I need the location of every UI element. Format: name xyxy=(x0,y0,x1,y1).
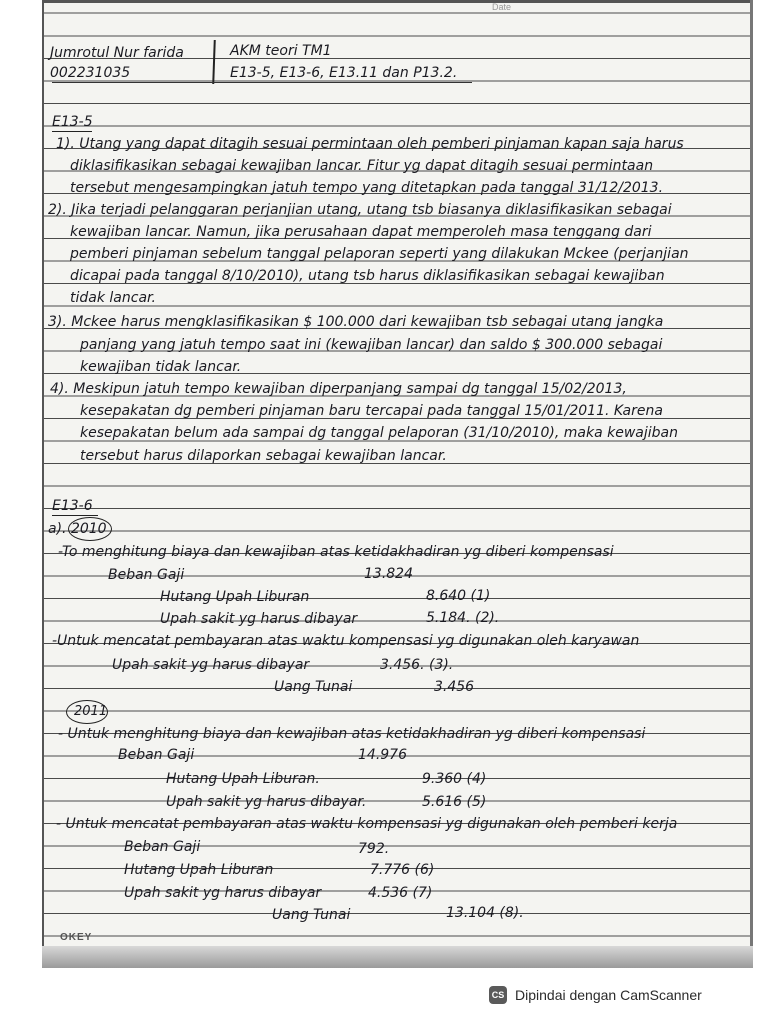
y2011-uang-tunai-label: Uang Tunai xyxy=(272,907,351,923)
year-2010-label: a). 2010 xyxy=(48,521,107,537)
y2011-beban-gaji2-value: 792. xyxy=(358,841,390,857)
y2011-hutang-upah2-label: Hutang Upah Liburan xyxy=(124,862,274,878)
year-2011-label: 2011 xyxy=(74,704,108,719)
y2011-beban-gaji-value: 14.976 xyxy=(358,747,407,763)
e13-5-line-4: 2). Jika terjadi pelanggaran perjanjian utang, utang tsb biasanya diklasifikasikan sebagai xyxy=(48,202,672,218)
y2010-upah-sakit-value: 5.184. (2). xyxy=(426,610,500,626)
y2010-beban-gaji-value: 13.824 xyxy=(364,566,413,582)
page-edge-bottom xyxy=(42,946,753,968)
student-name: Jumrotul Nur farida xyxy=(50,45,184,61)
y2010-uang-tunai-label: Uang Tunai xyxy=(274,679,353,695)
e13-5-title-underline xyxy=(52,131,92,132)
notebook-page xyxy=(42,0,753,968)
y2011-hutang-upah2-value: 7.776 (6) xyxy=(370,862,435,878)
assignment-list: E13-5, E13-6, E13.11 dan P13.2. xyxy=(230,65,458,81)
e13-5-line-12: 4). Meskipun jatuh tempo kewajiban diperpanjang sampai dg tanggal 15/02/2013, xyxy=(50,381,627,397)
e13-5-line-14: kesepakatan belum ada sampai dg tanggal pelaporan (31/10/2010), maka kewajiban xyxy=(80,425,679,441)
y2011-hutang-upah-value: 9.360 (4) xyxy=(422,771,487,787)
y2010-hutang-upah-value: 8.640 (1) xyxy=(426,588,491,604)
header-divider xyxy=(212,40,216,84)
y2010-hutang-upah-label: Hutang Upah Liburan xyxy=(160,589,310,605)
e13-5-line-2: diklasifikasikan sebagai kewajiban lancar. Fitur yg dapat ditagih sesuai permintaan xyxy=(70,158,654,174)
e13-5-line-11: kewajiban tidak lancar. xyxy=(80,359,242,375)
y2010-note-2: -Untuk mencatat pembayaran atas waktu kompensasi yg digunakan oleh karyawan xyxy=(52,633,640,649)
e13-5-line-7: dicapai pada tanggal 8/10/2010), utang tsb harus diklasifikasikan sebagai kewajiban xyxy=(70,268,665,284)
y2011-upah-sakit2-label: Upah sakit yg harus dibayar xyxy=(124,885,322,901)
e13-6-title-underline xyxy=(52,515,98,516)
y2011-upah-sakit-value: 5.616 (5) xyxy=(422,794,487,810)
y2010-note-1: -To menghitung biaya dan kewajiban atas ketidakhadiran yg diberi kompensasi xyxy=(58,544,614,560)
e13-5-line-9: 3). Mckee harus mengklasifikasikan $ 100.000 dari kewajiban tsb sebagai utang jangka xyxy=(48,314,664,330)
y2010-uang-tunai-value: 3.456 xyxy=(434,679,475,695)
course-title: AKM teori TM1 xyxy=(230,43,332,59)
e13-5-line-3: tersebut mengesampingkan jatuh tempo yang ditetapkan pada tanggal 31/12/2013. xyxy=(70,180,664,196)
page-edge-right xyxy=(750,0,753,968)
e13-5-line-8: tidak lancar. xyxy=(70,290,156,306)
y2011-note-2: - Untuk mencatat pembayaran atas waktu kompensasi yg digunakan oleh pemberi kerja xyxy=(56,816,678,832)
y2011-hutang-upah-label: Hutang Upah Liburan. xyxy=(166,771,320,787)
paper-brand-logo: OKEY xyxy=(60,932,93,943)
student-id: 002231035 xyxy=(50,65,131,81)
y2010-upah-sakit2-value: 3.456. (3). xyxy=(380,657,454,673)
y2010-beban-gaji-label: Beban Gaji xyxy=(108,567,185,583)
e13-5-line-1: 1). Utang yang dapat ditagih sesuai permintaan oleh pemberi pinjaman kapan saja harus xyxy=(56,136,684,152)
e13-5-line-10: panjang yang jatuh tempo saat ini (kewajiban lancar) dan saldo $ 300.000 sebagai xyxy=(80,337,663,353)
e13-6-title: E13-6 xyxy=(52,498,93,514)
y2011-beban-gaji2-label: Beban Gaji xyxy=(124,839,201,855)
e13-5-line-15: tersebut harus dilaporkan sebagai kewajiban lancar. xyxy=(80,448,447,464)
camscanner-logo-icon: CS xyxy=(489,986,507,1004)
e13-5-line-5: kewajiban lancar. Namun, jika perusahaan dapat memperoleh masa tenggang dari xyxy=(70,224,652,240)
camscanner-text: Dipindai dengan CamScanner xyxy=(515,987,702,1003)
y2011-uang-tunai-value: 13.104 (8). xyxy=(446,905,524,921)
e13-5-line-6: pemberi pinjaman sebelum tanggal pelaporan seperti yang dilakukan Mckee (perjanjian xyxy=(70,246,689,262)
y2011-note-1: - Untuk menghitung biaya dan kewajiban atas ketidakhadiran yg diberi kompensasi xyxy=(58,726,646,742)
page-edge-top xyxy=(42,0,753,3)
y2011-upah-sakit2-value: 4.536 (7) xyxy=(368,885,433,901)
page-edge-left xyxy=(42,0,44,968)
header-underline xyxy=(52,82,472,83)
e13-5-line-13: kesepakatan dg pemberi pinjaman baru tercapai pada tanggal 15/01/2011. Karena xyxy=(80,403,663,419)
y2010-upah-sakit-label: Upah sakit yg harus dibayar xyxy=(160,611,358,627)
y2011-beban-gaji-label: Beban Gaji xyxy=(118,747,195,763)
y2011-upah-sakit-label: Upah sakit yg harus dibayar. xyxy=(166,794,367,810)
y2010-upah-sakit2-label: Upah sakit yg harus dibayar xyxy=(112,657,310,673)
date-label: Date xyxy=(492,2,512,12)
camscanner-watermark xyxy=(489,986,702,1004)
e13-5-title: E13-5 xyxy=(52,114,93,130)
